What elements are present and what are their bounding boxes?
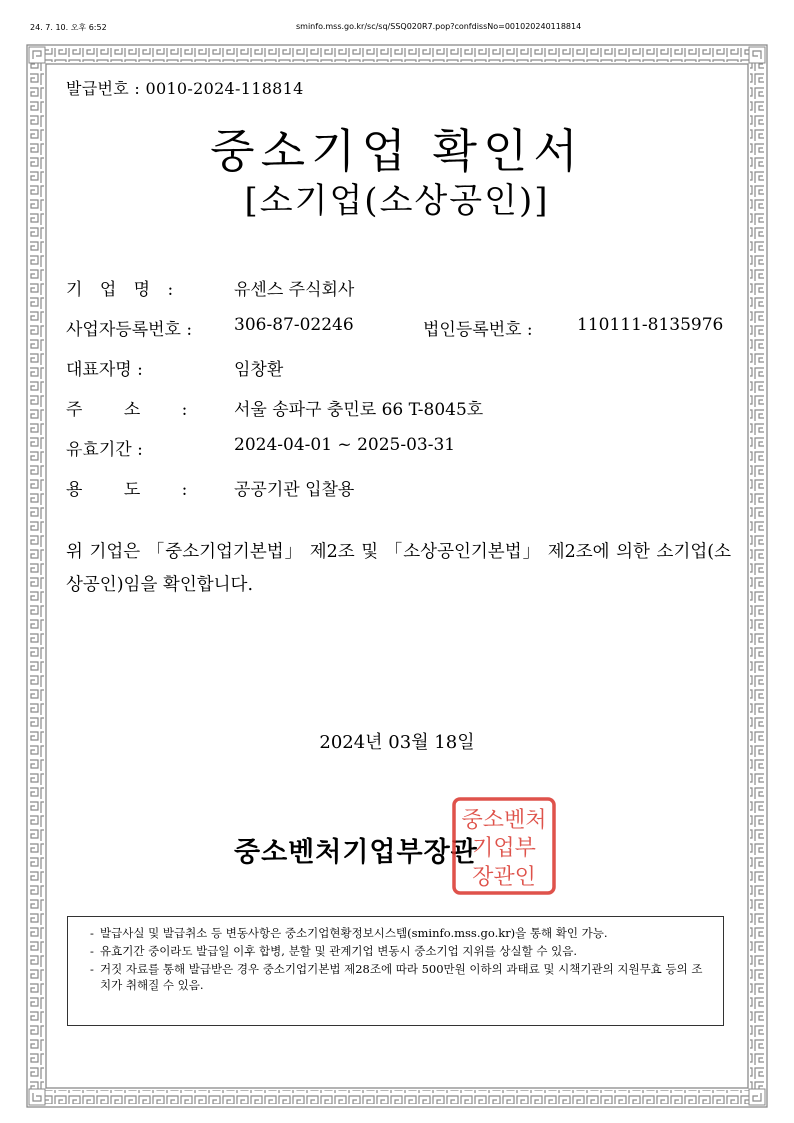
official-seal [450, 796, 558, 896]
company-name-value: 유센스 주식회사 [234, 280, 355, 300]
issue-date: 2024년 03월 18일 [319, 732, 475, 753]
business-reg-value: 306-87-02246 [234, 315, 354, 335]
notice-text: 유효기간 중이라도 발급일 이후 합병, 분할 및 관계기업 변동시 중소기업 지위를 상실할 수 있음. [100, 944, 577, 958]
issuer-name: 중소벤처기업부장관 [234, 837, 478, 868]
seal-text-line-1: 중소벤처 [461, 808, 547, 833]
notice-text: 거짓 자료를 통해 발급받은 경우 중소기업기본법 제28조에 따라 500만원 이하의 과태료 및 시책기관의 지원무효 등의 조치가 취해질 수 있음. [100, 962, 703, 992]
notice-item [90, 925, 705, 941]
notice-text: 발급사실 및 발급취소 등 변동사항은 중소기업현황정보시스템(sminfo.mss.go.kr)을 통해 확인 가능. [100, 926, 608, 940]
print-header [30, 22, 764, 36]
seal-graphic [450, 796, 558, 896]
print-url: sminfo.mss.go.kr/sc/sq/SSQ020R7.pop?confdissNo=001020240118814 [296, 22, 582, 31]
notice-item [90, 961, 705, 993]
business-reg-label: 사업자등록번호 : [66, 320, 193, 340]
purpose-value: 공공기관 입찰용 [234, 480, 355, 500]
corp-reg-label: 법인등록번호 : [423, 320, 533, 340]
bullet-dash: - [90, 944, 94, 958]
document-title: 중소기업 확인서 [210, 124, 584, 178]
notice-list [90, 925, 705, 993]
address-label: 주 소 : [66, 400, 206, 420]
seal-text-line-2: 기업부 [472, 836, 536, 861]
ceo-label: 대표자명 : [66, 360, 143, 380]
ceo-value: 임창환 [234, 360, 284, 380]
notice-item [90, 943, 705, 959]
purpose-label: 용 도 : [66, 480, 206, 500]
validity-value: 2024-04-01 ~ 2025-03-31 [234, 435, 456, 455]
notice-box [67, 916, 724, 1026]
bullet-dash: - [90, 962, 94, 976]
validity-label: 유효기간 : [66, 440, 143, 460]
bullet-dash: - [90, 926, 94, 940]
confirmation-statement: 위 기업은 「중소기업기본법」 제2조 및 「소상공인기본법」 제2조에 의한 소기업(소상공인)임을 확인합니다. [66, 542, 731, 595]
seal-text-line-3: 장관인 [472, 865, 536, 890]
issue-number: 발급번호 : 0010-2024-118814 [66, 79, 304, 98]
print-datetime: 24. 7. 10. 오후 6:52 [30, 23, 107, 32]
document-subtitle: [소기업(소상공인)] [244, 181, 550, 221]
address-value: 서울 송파구 충민로 66 T-8045호 [234, 400, 484, 420]
company-name-label: 기 업 명 : [66, 280, 180, 300]
corp-reg-value: 110111-8135976 [577, 315, 724, 335]
